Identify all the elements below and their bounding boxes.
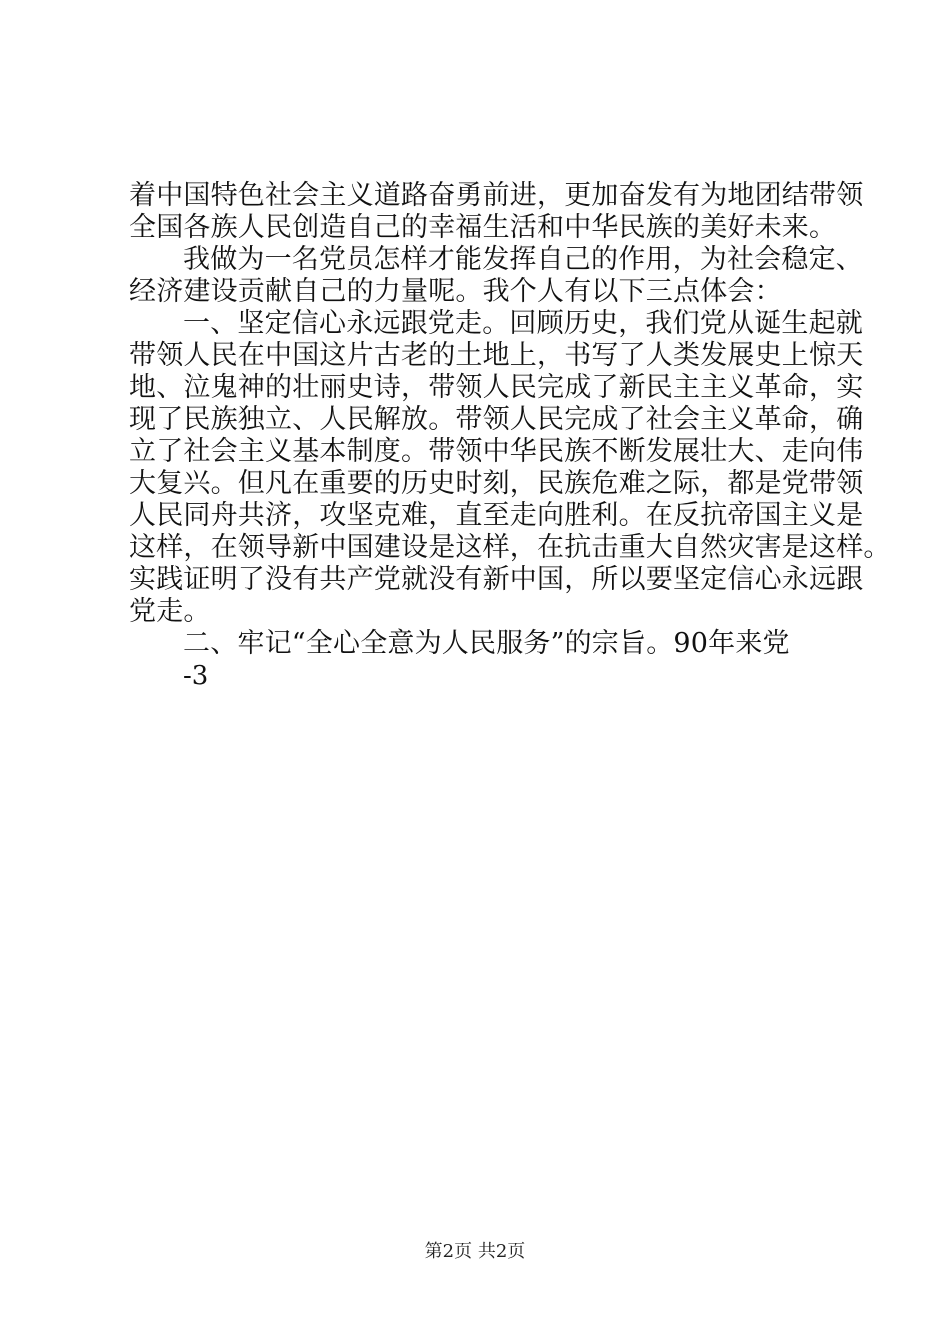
body-line: 人民同舟共济，攻坚克难，直至走向胜利。在反抗帝国主义是 (129, 500, 864, 531)
body-line: 着中国特色社会主义道路奋勇前进，更加奋发有为地团结带领 (129, 180, 864, 211)
body-line: 大复兴。但凡在重要的历史时刻，民族危难之际，都是党带领 (129, 468, 864, 499)
paragraph-start-line: 一、坚定信心永远跟党走。回顾历史，我们党从诞生起就 (183, 308, 863, 339)
body-line: 地、泣鬼神的壮丽史诗，带领人民完成了新民主主义革命，实 (129, 372, 864, 403)
body-line: 立了社会主义基本制度。带领中华民族不断发展壮大、走向伟 (129, 436, 864, 467)
paragraph-start-line: 二、牢记“全心全意为人民服务”的宗旨。90年来党 (183, 628, 790, 659)
body-line: 这样，在领导新中国建设是这样，在抗击重大自然灾害是这样。 (129, 532, 891, 563)
body-line: 实践证明了没有共产党就没有新中国，所以要坚定信心永远跟 (129, 564, 864, 595)
inline-page-number: -3 (183, 661, 209, 691)
body-line: 全国各族人民创造自己的幸福生活和中华民族的美好未来。 (129, 212, 837, 243)
body-line: 经济建设贡献自己的力量呢。我个人有以下三点体会： (129, 276, 782, 307)
page-footer: 第2页 共2页 (424, 1241, 526, 1262)
body-line: 党走。 (129, 596, 211, 627)
body-line: 现了民族独立、人民解放。带领人民完成了社会主义革命，确 (129, 404, 864, 435)
body-line: 带领人民在中国这片古老的土地上，书写了人类发展史上惊天 (129, 340, 864, 371)
paragraph-start-line: 我做为一名党员怎样才能发挥自己的作用，为社会稳定、 (183, 244, 863, 275)
